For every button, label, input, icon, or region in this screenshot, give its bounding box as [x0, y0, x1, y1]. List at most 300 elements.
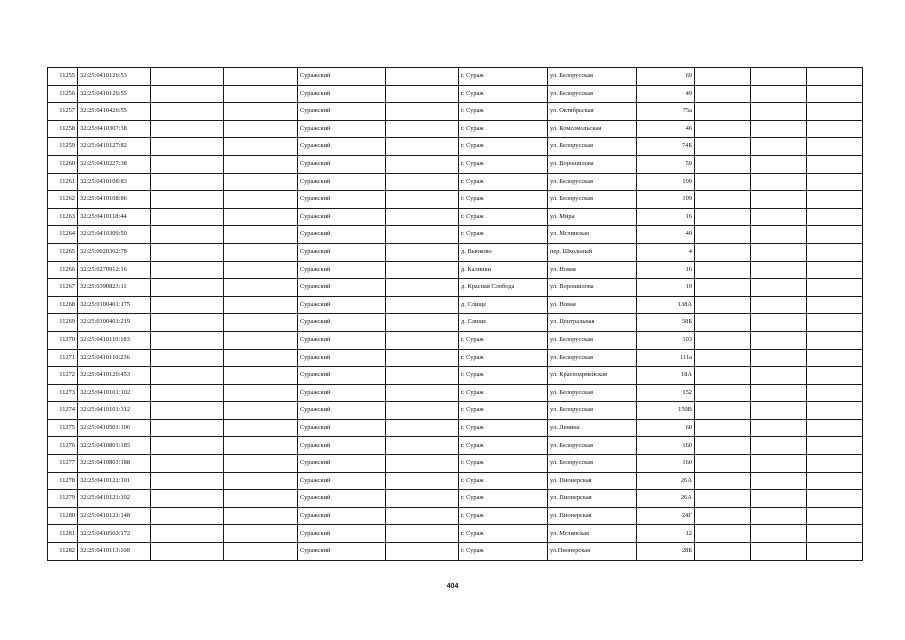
house-number-cell: 40 — [637, 226, 695, 244]
empty-cell — [695, 191, 751, 209]
record-number-cell: 11278 — [48, 472, 78, 490]
table-row — [48, 525, 863, 543]
empty-cell — [386, 261, 459, 279]
empty-cell — [807, 85, 863, 103]
empty-cell — [224, 402, 298, 420]
record-number-cell: 11275 — [48, 419, 78, 437]
locality-cell: г. Сураж — [459, 472, 548, 490]
empty-cell — [224, 543, 298, 561]
locality-cell: д. Слище — [459, 314, 548, 332]
house-number-cell: 4 — [637, 243, 695, 261]
house-number-cell: 160 — [637, 437, 695, 455]
locality-cell: г. Сураж — [459, 367, 548, 385]
empty-cell — [224, 367, 298, 385]
table-row — [48, 226, 863, 244]
locality-cell: г. Сураж — [459, 138, 548, 156]
empty-cell — [386, 103, 459, 121]
empty-cell — [224, 243, 298, 261]
empty-cell — [807, 543, 863, 561]
empty-cell — [151, 68, 224, 86]
street-cell: ул. Белорусская — [548, 455, 637, 473]
empty-cell — [751, 402, 807, 420]
empty-cell — [695, 68, 751, 86]
table-row — [48, 543, 863, 561]
record-number-cell: 11279 — [48, 490, 78, 508]
table-row — [48, 367, 863, 385]
empty-cell — [807, 507, 863, 525]
empty-cell — [386, 525, 459, 543]
locality-cell: д. Слище — [459, 296, 548, 314]
district-cell: Суражский — [298, 155, 386, 173]
district-cell: Суражский — [298, 191, 386, 209]
empty-cell — [151, 85, 224, 103]
table-row — [48, 314, 863, 332]
record-number-cell: 11280 — [48, 507, 78, 525]
locality-cell: г. Сураж — [459, 103, 548, 121]
empty-cell — [386, 173, 459, 191]
house-number-cell: 69 — [637, 68, 695, 86]
cadastral-number-cell: 32:25:0410120:453 — [78, 367, 151, 385]
locality-cell: г. Сураж — [459, 349, 548, 367]
empty-cell — [751, 155, 807, 173]
empty-cell — [807, 120, 863, 138]
table-row — [48, 138, 863, 156]
locality-cell: д. Вьюково — [459, 243, 548, 261]
empty-cell — [151, 490, 224, 508]
locality-cell: г. Сураж — [459, 455, 548, 473]
empty-cell — [151, 384, 224, 402]
empty-cell — [807, 437, 863, 455]
empty-cell — [751, 384, 807, 402]
cadastral-number-cell: 32:25:0410227:38 — [78, 155, 151, 173]
locality-cell: г. Сураж — [459, 507, 548, 525]
street-cell: ул. Белорусская — [548, 437, 637, 455]
street-cell: ул. Белорусская — [548, 384, 637, 402]
table-row — [48, 120, 863, 138]
record-number-cell: 11277 — [48, 455, 78, 473]
district-cell: Суражский — [298, 261, 386, 279]
locality-cell: г. Сураж — [459, 173, 548, 191]
locality-cell: г. Сураж — [459, 437, 548, 455]
empty-cell — [751, 349, 807, 367]
street-cell: ул. Центральная — [548, 314, 637, 332]
empty-cell — [386, 349, 459, 367]
empty-cell — [151, 437, 224, 455]
house-number-cell: 18А — [637, 367, 695, 385]
district-cell: Суражский — [298, 68, 386, 86]
empty-cell — [695, 349, 751, 367]
empty-cell — [224, 103, 298, 121]
house-number-cell: 12 — [637, 525, 695, 543]
empty-cell — [807, 402, 863, 420]
empty-cell — [151, 243, 224, 261]
house-number-cell: 60 — [637, 419, 695, 437]
empty-cell — [751, 472, 807, 490]
empty-cell — [751, 314, 807, 332]
district-cell: Суражский — [298, 402, 386, 420]
street-cell: ул. Белорусская — [548, 173, 637, 191]
empty-cell — [695, 120, 751, 138]
empty-cell — [386, 331, 459, 349]
empty-cell — [807, 525, 863, 543]
empty-cell — [807, 173, 863, 191]
street-cell: ул. Новая — [548, 261, 637, 279]
cadastral-number-cell: 32:25:0410426:55 — [78, 103, 151, 121]
empty-cell — [151, 191, 224, 209]
street-cell: ул. Белорусская — [548, 349, 637, 367]
cadastral-number-cell: 32:25:0410101:312 — [78, 402, 151, 420]
empty-cell — [224, 349, 298, 367]
empty-cell — [151, 155, 224, 173]
district-cell: Суражский — [298, 419, 386, 437]
empty-cell — [807, 208, 863, 226]
empty-cell — [151, 507, 224, 525]
street-cell: ул.Пионерская — [548, 543, 637, 561]
house-number-cell: 19 — [637, 279, 695, 297]
empty-cell — [751, 85, 807, 103]
empty-cell — [386, 243, 459, 261]
table-row — [48, 155, 863, 173]
empty-cell — [224, 472, 298, 490]
empty-cell — [695, 85, 751, 103]
street-cell: ул. Октябрьская — [548, 103, 637, 121]
empty-cell — [751, 173, 807, 191]
house-number-cell: 152 — [637, 384, 695, 402]
empty-cell — [224, 490, 298, 508]
district-cell: Суражский — [298, 103, 386, 121]
table-row — [48, 261, 863, 279]
empty-cell — [695, 208, 751, 226]
table-row — [48, 437, 863, 455]
street-cell: ул. Белорусская — [548, 138, 637, 156]
record-number-cell: 11264 — [48, 226, 78, 244]
empty-cell — [751, 120, 807, 138]
locality-cell: г. Сураж — [459, 68, 548, 86]
record-number-cell: 11266 — [48, 261, 78, 279]
street-cell: ул. Ленина — [548, 419, 637, 437]
empty-cell — [224, 173, 298, 191]
record-number-cell: 11255 — [48, 68, 78, 86]
table-row — [48, 349, 863, 367]
house-number-cell: 138А — [637, 296, 695, 314]
empty-cell — [151, 120, 224, 138]
empty-cell — [386, 85, 459, 103]
house-number-cell: 24Г — [637, 507, 695, 525]
table-row — [48, 85, 863, 103]
cadastral-number-cell: 32:25:0410121:101 — [78, 472, 151, 490]
table-row — [48, 331, 863, 349]
empty-cell — [386, 402, 459, 420]
locality-cell: г. Сураж — [459, 120, 548, 138]
empty-cell — [807, 384, 863, 402]
empty-cell — [224, 155, 298, 173]
empty-cell — [807, 472, 863, 490]
empty-cell — [224, 331, 298, 349]
registry-table — [47, 67, 863, 561]
house-number-cell: 109 — [637, 191, 695, 209]
table-row — [48, 384, 863, 402]
empty-cell — [695, 155, 751, 173]
street-cell: ул. Белорусская — [548, 68, 637, 86]
empty-cell — [224, 68, 298, 86]
empty-cell — [151, 331, 224, 349]
locality-cell: г. Сураж — [459, 490, 548, 508]
record-number-cell: 11269 — [48, 314, 78, 332]
empty-cell — [751, 191, 807, 209]
empty-cell — [807, 138, 863, 156]
empty-cell — [151, 472, 224, 490]
house-number-cell: 160 — [637, 455, 695, 473]
empty-cell — [386, 490, 459, 508]
district-cell: Суражский — [298, 507, 386, 525]
empty-cell — [807, 455, 863, 473]
table-row — [48, 103, 863, 121]
cadastral-number-cell: 32:25:0410309:50 — [78, 226, 151, 244]
empty-cell — [386, 279, 459, 297]
district-cell: Суражский — [298, 384, 386, 402]
empty-cell — [695, 138, 751, 156]
record-number-cell: 11276 — [48, 437, 78, 455]
empty-cell — [151, 173, 224, 191]
empty-cell — [151, 226, 224, 244]
cadastral-number-cell: 32:25:0410110:236 — [78, 349, 151, 367]
table-row — [48, 419, 863, 437]
district-cell: Суражский — [298, 226, 386, 244]
cadastral-number-cell: 32:25:0410801:185 — [78, 437, 151, 455]
empty-cell — [807, 331, 863, 349]
empty-cell — [386, 437, 459, 455]
empty-cell — [807, 226, 863, 244]
street-cell: ул. Белорусская — [548, 402, 637, 420]
house-number-cell: 58Б — [637, 314, 695, 332]
empty-cell — [751, 226, 807, 244]
district-cell: Суражский — [298, 208, 386, 226]
district-cell: Суражский — [298, 490, 386, 508]
locality-cell: г. Сураж — [459, 525, 548, 543]
locality-cell: г. Сураж — [459, 208, 548, 226]
record-number-cell: 11273 — [48, 384, 78, 402]
empty-cell — [695, 296, 751, 314]
empty-cell — [751, 367, 807, 385]
empty-cell — [224, 314, 298, 332]
empty-cell — [224, 279, 298, 297]
street-cell: ул. Пионерская — [548, 490, 637, 508]
empty-cell — [807, 296, 863, 314]
cadastral-number-cell: 32:25:0100401:175 — [78, 296, 151, 314]
empty-cell — [151, 314, 224, 332]
empty-cell — [695, 419, 751, 437]
street-cell: ул. Новая — [548, 296, 637, 314]
cadastral-number-cell: 32:25:0410126:53 — [78, 68, 151, 86]
street-cell: ул. Белорусская — [548, 191, 637, 209]
street-cell: ул. Мира — [548, 208, 637, 226]
empty-cell — [695, 173, 751, 191]
empty-cell — [751, 507, 807, 525]
empty-cell — [151, 261, 224, 279]
empty-cell — [751, 331, 807, 349]
empty-cell — [224, 191, 298, 209]
district-cell: Суражский — [298, 472, 386, 490]
house-number-cell: 75а — [637, 103, 695, 121]
empty-cell — [751, 419, 807, 437]
empty-cell — [807, 490, 863, 508]
empty-cell — [695, 103, 751, 121]
empty-cell — [751, 490, 807, 508]
cadastral-number-cell: 32:25:0410121:148 — [78, 507, 151, 525]
empty-cell — [695, 243, 751, 261]
empty-cell — [695, 455, 751, 473]
record-number-cell: 11258 — [48, 120, 78, 138]
table-row — [48, 296, 863, 314]
locality-cell: г. Сураж — [459, 402, 548, 420]
record-number-cell: 11272 — [48, 367, 78, 385]
cadastral-number-cell: 32:25:0410110:183 — [78, 331, 151, 349]
empty-cell — [151, 279, 224, 297]
cadastral-number-cell: 32:25:0410801:188 — [78, 455, 151, 473]
empty-cell — [807, 367, 863, 385]
locality-cell: д. Калинки — [459, 261, 548, 279]
locality-cell: г. Сураж — [459, 191, 548, 209]
empty-cell — [751, 138, 807, 156]
locality-cell: г. Сураж — [459, 155, 548, 173]
record-number-cell: 11281 — [48, 525, 78, 543]
district-cell: Суражский — [298, 525, 386, 543]
district-cell: Суражский — [298, 543, 386, 561]
table-row — [48, 490, 863, 508]
empty-cell — [807, 349, 863, 367]
street-cell: ул. Пионерская — [548, 507, 637, 525]
locality-cell: г. Сураж — [459, 85, 548, 103]
empty-cell — [386, 314, 459, 332]
table-row — [48, 208, 863, 226]
empty-cell — [386, 226, 459, 244]
empty-cell — [751, 68, 807, 86]
empty-cell — [751, 437, 807, 455]
empty-cell — [807, 279, 863, 297]
empty-cell — [151, 367, 224, 385]
street-cell: пер. Школьный — [548, 243, 637, 261]
record-number-cell: 11274 — [48, 402, 78, 420]
empty-cell — [151, 103, 224, 121]
empty-cell — [751, 261, 807, 279]
empty-cell — [224, 85, 298, 103]
empty-cell — [224, 261, 298, 279]
record-number-cell: 11267 — [48, 279, 78, 297]
empty-cell — [807, 243, 863, 261]
empty-cell — [386, 191, 459, 209]
empty-cell — [386, 367, 459, 385]
table-row — [48, 402, 863, 420]
district-cell: Суражский — [298, 138, 386, 156]
cadastral-number-cell: 32:25:0410101:102 — [78, 384, 151, 402]
district-cell: Суражский — [298, 367, 386, 385]
locality-cell: г. Сураж — [459, 543, 548, 561]
empty-cell — [807, 191, 863, 209]
record-number-cell: 11262 — [48, 191, 78, 209]
empty-cell — [224, 507, 298, 525]
empty-cell — [695, 331, 751, 349]
district-cell: Суражский — [298, 296, 386, 314]
district-cell: Суражский — [298, 314, 386, 332]
house-number-cell: 16 — [637, 261, 695, 279]
empty-cell — [224, 384, 298, 402]
empty-cell — [151, 349, 224, 367]
street-cell: ул. Белорусская — [548, 331, 637, 349]
registry-table-body — [48, 68, 863, 561]
empty-cell — [151, 296, 224, 314]
table-row — [48, 173, 863, 191]
cadastral-number-cell: 32:25:0410108:83 — [78, 173, 151, 191]
locality-cell: г. Сураж — [459, 226, 548, 244]
street-cell: ул. Мглинская — [548, 525, 637, 543]
street-cell: ул. Ворошилова — [548, 279, 637, 297]
empty-cell — [695, 226, 751, 244]
empty-cell — [224, 226, 298, 244]
empty-cell — [807, 103, 863, 121]
table-row — [48, 507, 863, 525]
empty-cell — [151, 138, 224, 156]
record-number-cell: 11260 — [48, 155, 78, 173]
empty-cell — [224, 296, 298, 314]
empty-cell — [807, 155, 863, 173]
empty-cell — [151, 419, 224, 437]
street-cell: ул. Красноармейская — [548, 367, 637, 385]
record-number-cell: 11271 — [48, 349, 78, 367]
empty-cell — [751, 543, 807, 561]
empty-cell — [386, 384, 459, 402]
cadastral-number-cell: 32:25:0100401:219 — [78, 314, 151, 332]
empty-cell — [695, 261, 751, 279]
street-cell: ул. Пионерская — [548, 472, 637, 490]
empty-cell — [751, 208, 807, 226]
empty-cell — [751, 296, 807, 314]
record-number-cell: 11259 — [48, 138, 78, 156]
cadastral-number-cell: 32:25:0410503:172 — [78, 525, 151, 543]
table-row — [48, 279, 863, 297]
district-cell: Суражский — [298, 120, 386, 138]
cadastral-number-cell: 32:25:0410118:44 — [78, 208, 151, 226]
empty-cell — [224, 419, 298, 437]
empty-cell — [224, 525, 298, 543]
district-cell: Суражский — [298, 331, 386, 349]
page-number: 404 — [446, 583, 459, 590]
empty-cell — [695, 384, 751, 402]
district-cell: Суражский — [298, 243, 386, 261]
empty-cell — [386, 68, 459, 86]
district-cell: Суражский — [298, 173, 386, 191]
empty-cell — [807, 314, 863, 332]
cadastral-number-cell: 32:25:0410127:82 — [78, 138, 151, 156]
house-number-cell: 59 — [637, 155, 695, 173]
house-number-cell: 16 — [637, 208, 695, 226]
record-number-cell: 11282 — [48, 543, 78, 561]
record-number-cell: 11261 — [48, 173, 78, 191]
empty-cell — [751, 279, 807, 297]
street-cell: ул. Комсомольская — [548, 120, 637, 138]
empty-cell — [695, 507, 751, 525]
locality-cell: г. Сураж — [459, 331, 548, 349]
record-number-cell: 11270 — [48, 331, 78, 349]
house-number-cell: 111а — [637, 349, 695, 367]
record-number-cell: 11257 — [48, 103, 78, 121]
empty-cell — [386, 455, 459, 473]
empty-cell — [151, 402, 224, 420]
empty-cell — [224, 208, 298, 226]
district-cell: Суражский — [298, 349, 386, 367]
empty-cell — [695, 314, 751, 332]
empty-cell — [386, 138, 459, 156]
cadastral-number-cell: 32:25:0410108:86 — [78, 191, 151, 209]
